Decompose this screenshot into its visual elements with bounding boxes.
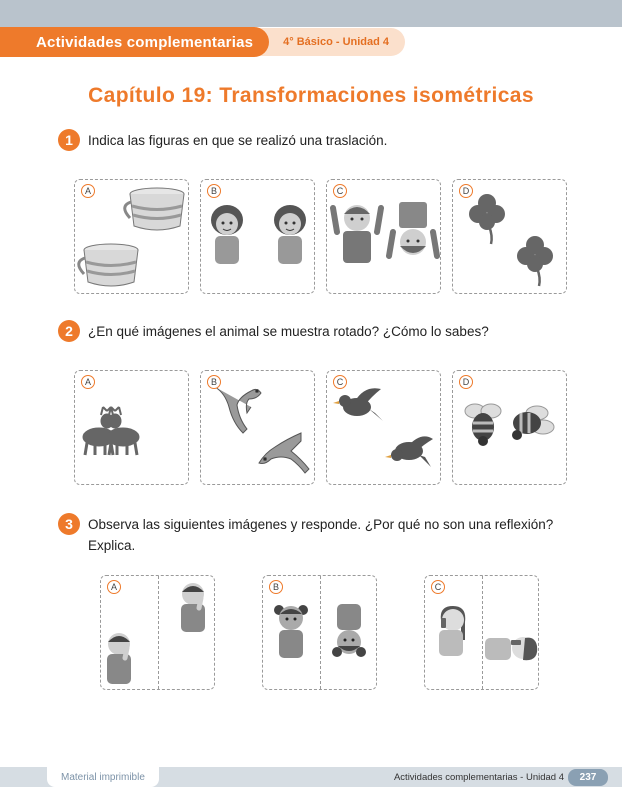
option-letter: C [333,375,347,389]
cup-icon [75,180,190,295]
option-letter: C [333,184,347,198]
option-letter: B [269,580,283,594]
option-card-2c[interactable] [326,370,441,485]
question-2 [58,321,489,342]
question-number: 3 [58,513,80,535]
option-letter: A [81,375,95,389]
option-letter: B [207,184,221,198]
question-text: ¿En qué imágenes el animal se muestra rotado? ¿Cómo lo sabes? [88,324,489,339]
option-card-1c[interactable] [326,179,441,294]
option-card-1a[interactable] [74,179,189,294]
option-letter: B [207,375,221,389]
option-letter: D [459,375,473,389]
footer-section-label: Actividades complementarias - Unidad 4 [393,771,564,783]
top-bar [0,0,622,27]
option-card-3c[interactable] [424,575,539,690]
option-card-1d[interactable] [452,179,567,294]
clover-icon [453,180,568,295]
option-card-2d[interactable] [452,370,567,485]
bottom-margin [0,787,622,810]
girl-phone-icon [425,576,540,691]
grade-unit-label: 4° Básico - Unidad 4 [255,28,405,56]
option-letter: A [81,184,95,198]
deer-icon [75,371,190,486]
header-banner [0,27,405,57]
question-text: Indica las figuras en que se realizó una traslación. [88,133,388,148]
option-card-2b[interactable] [200,370,315,485]
option-card-3a[interactable] [100,575,215,690]
option-letter: A [107,580,121,594]
question-number: 2 [58,320,80,342]
bee-icon [453,371,568,486]
girl-icon [201,180,316,295]
section-title: Actividades complementarias [0,27,269,57]
question-3 [58,514,568,556]
question-1 [58,130,387,151]
chapter-title: Capítulo 19: Transformaciones isométricas [88,84,534,107]
girl-pigtails-icon [263,576,378,691]
boy-thinking-icon [101,576,216,691]
option-card-3b[interactable] [262,575,377,690]
question-text: Observa las siguientes imágenes y responde. ¿Por qué no son una reflexión? Explica. [88,517,554,553]
boy-arms-up-icon [327,180,442,295]
option-card-1b[interactable] [200,179,315,294]
option-card-2a[interactable] [74,370,189,485]
lizard-icon [201,371,316,486]
page-number: 237 [568,769,608,786]
option-letter: D [459,184,473,198]
bird-icon [327,371,442,486]
option-letter: C [431,580,445,594]
question-number: 1 [58,129,80,151]
printable-material-label: Material imprimible [47,767,159,787]
